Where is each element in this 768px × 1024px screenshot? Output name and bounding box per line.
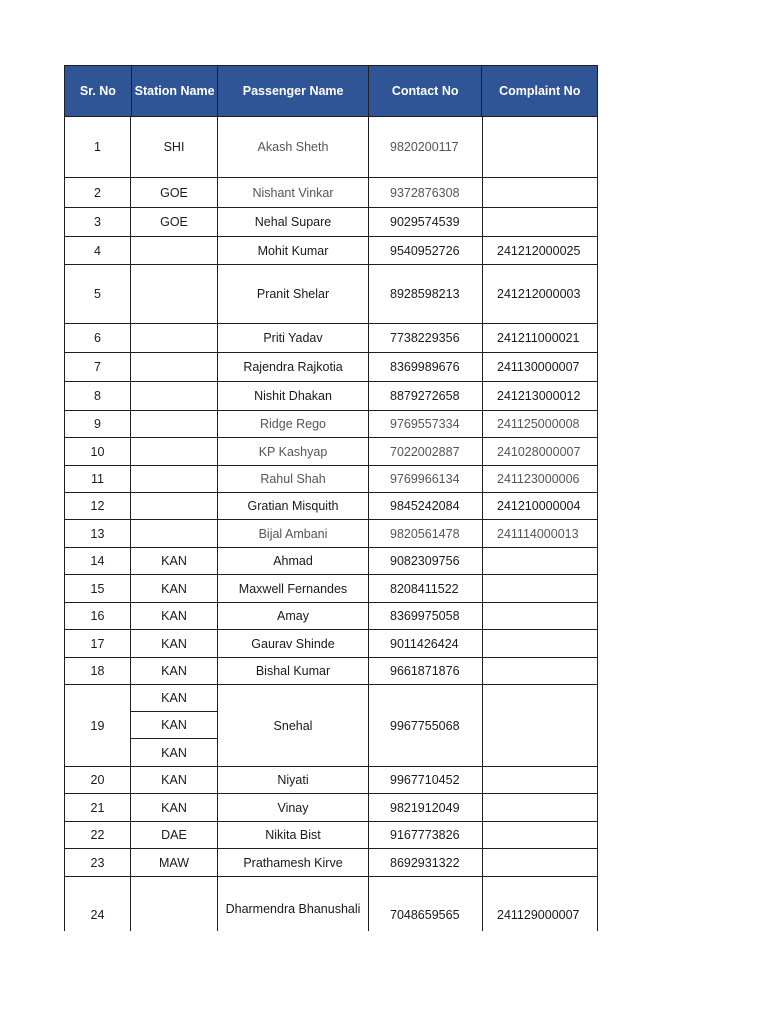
passenger-name-cell: Nishant Vinkar — [218, 178, 369, 208]
complaint-no-cell — [483, 630, 598, 658]
complaint-no-cell — [483, 794, 598, 822]
header-complaint-no: Complaint No — [499, 84, 581, 98]
sr-no-cell: 11 — [64, 466, 131, 493]
table-header — [64, 65, 598, 117]
complaint-no-cell — [483, 767, 598, 794]
station-name-cell: GOE — [131, 178, 218, 208]
complaint-no-cell — [483, 178, 598, 208]
passenger-name-cell: KP Kashyap — [218, 438, 369, 466]
passenger-name-cell: Prathamesh Kirve — [218, 849, 369, 877]
station-name-cell — [131, 237, 218, 265]
complaint-no-cell — [483, 822, 598, 849]
contact-no-cell: 9820561478 — [369, 520, 483, 548]
complaint-no-cell — [483, 575, 598, 603]
sr-no-cell: 20 — [64, 767, 131, 794]
complaint-no-cell: 241114000013 — [483, 520, 598, 548]
table-body — [64, 117, 598, 931]
passenger-name-cell: Gratian Misquith — [218, 493, 369, 520]
contact-no-cell: 8208411522 — [369, 575, 483, 603]
contact-no-cell: 8692931322 — [369, 849, 483, 877]
complaint-no-cell — [483, 548, 598, 575]
station-name-cell — [131, 520, 218, 548]
passenger-name-cell: Nikita Bist — [218, 822, 369, 849]
table-row — [64, 877, 598, 931]
sr-no-cell: 15 — [64, 575, 131, 603]
table-row — [64, 353, 598, 382]
contact-no-cell: 9967755068 — [369, 685, 483, 767]
sr-no-cell: 8 — [64, 382, 131, 411]
station-name-cell: KAN — [131, 603, 218, 630]
contact-no-cell: 9029574539 — [369, 208, 483, 237]
table-row — [64, 822, 598, 849]
passenger-name-cell: Vinay — [218, 794, 369, 822]
station-name-cell: KAN — [131, 712, 218, 739]
table-row — [64, 794, 598, 822]
sr-no-cell: 16 — [64, 603, 131, 630]
passenger-name-cell: Rahul Shah — [218, 466, 369, 493]
contact-no-cell: 7738229356 — [369, 324, 483, 353]
complaint-no-cell — [483, 603, 598, 630]
contact-no-cell: 9372876308 — [369, 178, 483, 208]
station-name-cell — [131, 438, 218, 466]
passenger-name-cell: Ahmad — [218, 548, 369, 575]
table-row — [64, 466, 598, 493]
sr-no-cell: 24 — [64, 877, 131, 931]
sr-no-cell: 12 — [64, 493, 131, 520]
sr-no-cell: 17 — [64, 630, 131, 658]
station-name-cell — [131, 382, 218, 411]
contact-no-cell: 9082309756 — [369, 548, 483, 575]
table-row — [64, 548, 598, 575]
sr-no-cell: 1 — [64, 117, 131, 178]
sr-no-cell: 9 — [64, 411, 131, 438]
header-station-name: Station Name — [132, 66, 219, 116]
station-name-cell — [131, 466, 218, 493]
station-name-cell — [131, 877, 218, 931]
sr-no-cell: 21 — [64, 794, 131, 822]
contact-no-cell: 9820200117 — [369, 117, 483, 178]
contact-no-cell: 7022002887 — [369, 438, 483, 466]
table-row — [64, 630, 598, 658]
complaint-no-cell — [483, 849, 598, 877]
sr-no-cell: 23 — [64, 849, 131, 877]
passenger-name-cell: Mohit Kumar — [218, 237, 369, 265]
passenger-name-cell: Akash Sheth — [218, 117, 369, 178]
header-contact-no: Contact No — [369, 66, 483, 116]
header-passenger-name: Passenger Name — [218, 66, 368, 116]
complaint-no-cell: 241212000003 — [483, 265, 598, 324]
station-name-cell: SHI — [131, 117, 218, 178]
station-name-cell: KAN — [131, 658, 218, 685]
complaint-no-cell: 241211000021 — [483, 324, 598, 353]
passenger-name-cell: Nishit Dhakan — [218, 382, 369, 411]
table-row — [64, 658, 598, 685]
sr-no-cell: 7 — [64, 353, 131, 382]
contact-no-cell: 9540952726 — [369, 237, 483, 265]
station-name-cell — [131, 493, 218, 520]
sr-no-cell: 18 — [64, 658, 131, 685]
station-name-cell — [131, 324, 218, 353]
passenger-name-cell: Bishal Kumar — [218, 658, 369, 685]
passenger-name-cell: Rajendra Rajkotia — [218, 353, 369, 382]
station-name-cell: GOE — [131, 208, 218, 237]
station-name-cell: KAN — [131, 630, 218, 658]
station-name-cell: KAN — [131, 685, 218, 712]
passenger-name-cell: Niyati — [218, 767, 369, 794]
complaint-no-cell — [483, 117, 598, 178]
station-name-cell: KAN — [131, 794, 218, 822]
passenger-name-cell: Gaurav Shinde — [218, 630, 369, 658]
passenger-name-cell: Nehal Supare — [218, 208, 369, 237]
station-name-cell: KAN — [131, 739, 218, 767]
station-name-group — [131, 685, 218, 767]
sr-no-cell: 10 — [64, 438, 131, 466]
contact-no-cell: 9769966134 — [369, 466, 483, 493]
table-row — [64, 324, 598, 353]
complaint-no-cell — [483, 208, 598, 237]
sr-no-cell: 13 — [64, 520, 131, 548]
complaint-no-cell: 241028000007 — [483, 438, 598, 466]
contact-no-cell: 9967710452 — [369, 767, 483, 794]
station-name-cell — [131, 265, 218, 324]
sr-no-cell: 19 — [64, 685, 131, 767]
station-name-cell: MAW — [131, 849, 218, 877]
header-sr-no: Sr. No — [65, 66, 132, 116]
passenger-name-cell: Snehal — [218, 685, 369, 767]
table-row — [64, 438, 598, 466]
complaint-no-cell — [483, 685, 598, 767]
table-row — [64, 685, 598, 767]
table-row — [64, 603, 598, 630]
complaint-no-cell: 241130000007 — [483, 353, 598, 382]
contact-no-cell: 7048659565 — [369, 877, 483, 931]
passenger-name-cell: Dharmendra Bhanushali — [218, 877, 369, 931]
contact-no-cell: 8879272658 — [369, 382, 483, 411]
sr-no-cell: 5 — [64, 265, 131, 324]
table-row — [64, 382, 598, 411]
table-row — [64, 265, 598, 324]
passenger-name-cell: Pranit Shelar — [218, 265, 369, 324]
contact-no-cell: 9661871876 — [369, 658, 483, 685]
table-row — [64, 767, 598, 794]
passenger-name-cell: Amay — [218, 603, 369, 630]
contact-no-cell: 8369989676 — [369, 353, 483, 382]
table-row — [64, 849, 598, 877]
sr-no-cell: 22 — [64, 822, 131, 849]
sr-no-cell: 6 — [64, 324, 131, 353]
station-name-cell: KAN — [131, 575, 218, 603]
complaint-no-cell: 241125000008 — [483, 411, 598, 438]
table-row — [64, 520, 598, 548]
passenger-name-cell: Ridge Rego — [218, 411, 369, 438]
sr-no-cell: 2 — [64, 178, 131, 208]
passenger-name-cell: Bijal Ambani — [218, 520, 369, 548]
table-row — [64, 117, 598, 178]
sr-no-cell: 4 — [64, 237, 131, 265]
complaint-no-cell: 241129000007 — [483, 877, 598, 931]
table-row — [64, 411, 598, 438]
table-row — [64, 178, 598, 208]
station-name-cell: KAN — [131, 767, 218, 794]
contact-no-cell: 9845242084 — [369, 493, 483, 520]
station-name-cell: KAN — [131, 548, 218, 575]
complaint-no-cell: 241212000025 — [483, 237, 598, 265]
table-row — [64, 208, 598, 237]
station-name-cell: DAE — [131, 822, 218, 849]
contact-no-cell: 8369975058 — [369, 603, 483, 630]
complaint-table — [64, 65, 598, 931]
station-name-cell — [131, 353, 218, 382]
contact-no-cell: 9769557334 — [369, 411, 483, 438]
table-row — [64, 237, 598, 265]
contact-no-cell: 8928598213 — [369, 265, 483, 324]
table-row — [64, 493, 598, 520]
station-name-cell — [131, 411, 218, 438]
contact-no-cell: 9011426424 — [369, 630, 483, 658]
contact-no-cell: 9167773826 — [369, 822, 483, 849]
complaint-no-cell: 241123000006 — [483, 466, 598, 493]
complaint-no-cell: 241210000004 — [483, 493, 598, 520]
passenger-name-cell: Priti Yadav — [218, 324, 369, 353]
contact-no-cell: 9821912049 — [369, 794, 483, 822]
sr-no-cell: 3 — [64, 208, 131, 237]
complaint-no-cell — [483, 658, 598, 685]
sr-no-cell: 14 — [64, 548, 131, 575]
table-row — [64, 575, 598, 603]
passenger-name-cell: Maxwell Fernandes — [218, 575, 369, 603]
complaint-no-cell: 241213000012 — [483, 382, 598, 411]
